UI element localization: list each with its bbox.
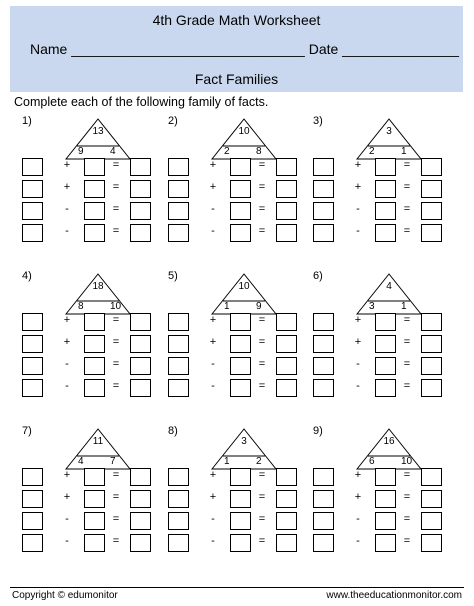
first-operand-box[interactable] xyxy=(22,534,43,552)
operator-sign: - xyxy=(211,225,215,237)
equals-sign: = xyxy=(258,513,266,525)
answer-box[interactable] xyxy=(130,490,151,508)
fact-family-problem xyxy=(313,115,453,245)
answer-box[interactable] xyxy=(276,379,297,397)
equation-row xyxy=(313,335,453,354)
answer-box[interactable] xyxy=(421,158,442,176)
first-operand-box[interactable] xyxy=(313,158,334,176)
equals-sign: = xyxy=(403,314,411,326)
operator-sign: - xyxy=(211,358,215,370)
fact-triangle-icon xyxy=(356,118,422,160)
fact-family-problem xyxy=(313,270,453,400)
first-operand-box[interactable] xyxy=(168,512,189,530)
first-operand-box[interactable] xyxy=(22,158,43,176)
first-operand-box[interactable] xyxy=(22,379,43,397)
equals-sign: = xyxy=(112,159,120,171)
equals-sign: = xyxy=(258,159,266,171)
operator-sign: - xyxy=(65,513,69,525)
second-operand-box[interactable] xyxy=(230,512,251,530)
answer-box[interactable] xyxy=(421,490,442,508)
triangle-top-number: 10 xyxy=(238,281,250,292)
first-operand-box[interactable] xyxy=(22,224,43,242)
equals-sign: = xyxy=(112,469,120,481)
second-operand-box[interactable] xyxy=(375,313,396,331)
operator-sign: + xyxy=(63,336,71,348)
second-operand-box[interactable] xyxy=(84,534,105,552)
triangle-left-number: 1 xyxy=(224,456,230,467)
operator-sign: - xyxy=(211,535,215,547)
answer-box[interactable] xyxy=(276,224,297,242)
equation-row xyxy=(168,158,308,177)
operator-sign: - xyxy=(211,203,215,215)
answer-box[interactable] xyxy=(421,512,442,530)
second-operand-box[interactable] xyxy=(230,534,251,552)
answer-box[interactable] xyxy=(276,335,297,353)
operator-sign: - xyxy=(356,380,360,392)
problem-number: 9) xyxy=(313,425,323,437)
triangle-top-number: 3 xyxy=(386,126,392,137)
triangle-top-number: 18 xyxy=(92,281,104,292)
worksheet-title: 4th Grade Math Worksheet xyxy=(152,12,321,28)
first-operand-box[interactable] xyxy=(22,357,43,375)
equals-sign: = xyxy=(112,203,120,215)
first-operand-box[interactable] xyxy=(168,158,189,176)
operator-sign: + xyxy=(209,314,217,326)
fact-triangle-icon xyxy=(356,273,422,315)
operator-sign: + xyxy=(63,159,71,171)
instructions: Complete each of the following family of facts. xyxy=(14,95,269,109)
second-operand-box[interactable] xyxy=(84,202,105,220)
operator-sign: + xyxy=(354,159,362,171)
answer-box[interactable] xyxy=(130,180,151,198)
triangle-left-number: 2 xyxy=(224,146,230,157)
first-operand-box[interactable] xyxy=(313,534,334,552)
problem-number: 7) xyxy=(22,425,32,437)
equals-sign: = xyxy=(258,535,266,547)
answer-box[interactable] xyxy=(276,512,297,530)
equation-row xyxy=(22,468,162,487)
triangle-left-number: 8 xyxy=(78,301,84,312)
fact-triangle-icon xyxy=(65,118,131,160)
equals-sign: = xyxy=(258,225,266,237)
equals-sign: = xyxy=(112,225,120,237)
fact-triangle-icon xyxy=(65,428,131,470)
equals-sign: = xyxy=(403,203,411,215)
equals-sign: = xyxy=(403,358,411,370)
second-operand-box[interactable] xyxy=(375,490,396,508)
answer-box[interactable] xyxy=(276,158,297,176)
operator-sign: - xyxy=(65,358,69,370)
second-operand-box[interactable] xyxy=(230,468,251,486)
operator-sign: - xyxy=(356,358,360,370)
second-operand-box[interactable] xyxy=(230,202,251,220)
answer-box[interactable] xyxy=(276,202,297,220)
first-operand-box[interactable] xyxy=(168,534,189,552)
operator-sign: + xyxy=(354,469,362,481)
first-operand-box[interactable] xyxy=(168,490,189,508)
second-operand-box[interactable] xyxy=(375,357,396,375)
equation-row xyxy=(22,180,162,199)
triangle-left-number: 6 xyxy=(369,456,375,467)
equation-row xyxy=(168,180,308,199)
second-operand-box[interactable] xyxy=(375,379,396,397)
first-operand-box[interactable] xyxy=(313,335,334,353)
equation-row xyxy=(313,512,453,531)
worksheet-header xyxy=(10,6,463,92)
answer-box[interactable] xyxy=(276,357,297,375)
answer-box[interactable] xyxy=(421,379,442,397)
fact-family-problem xyxy=(168,270,308,400)
second-operand-box[interactable] xyxy=(230,357,251,375)
first-operand-box[interactable] xyxy=(313,490,334,508)
problem-number: 4) xyxy=(22,270,32,282)
equation-row xyxy=(22,379,162,398)
equation-row xyxy=(313,490,453,509)
equation-row xyxy=(22,158,162,177)
second-operand-box[interactable] xyxy=(230,158,251,176)
equation-row xyxy=(168,357,308,376)
triangle-right-number: 1 xyxy=(401,301,407,312)
equation-row xyxy=(168,490,308,509)
second-operand-box[interactable] xyxy=(375,335,396,353)
operator-sign: + xyxy=(354,314,362,326)
second-operand-box[interactable] xyxy=(375,512,396,530)
first-operand-box[interactable] xyxy=(168,202,189,220)
second-operand-box[interactable] xyxy=(375,224,396,242)
equation-row xyxy=(313,357,453,376)
equals-sign: = xyxy=(403,513,411,525)
equals-sign: = xyxy=(258,336,266,348)
name-date-line: Name ______________________________ Date _______________ xyxy=(30,41,459,57)
operator-sign: + xyxy=(209,469,217,481)
equals-sign: = xyxy=(258,181,266,193)
triangle-left-number: 1 xyxy=(224,301,230,312)
second-operand-box[interactable] xyxy=(84,357,105,375)
second-operand-box[interactable] xyxy=(230,224,251,242)
first-operand-box[interactable] xyxy=(313,468,334,486)
first-operand-box[interactable] xyxy=(22,468,43,486)
second-operand-box[interactable] xyxy=(84,180,105,198)
first-operand-box[interactable] xyxy=(22,335,43,353)
equation-row xyxy=(22,534,162,553)
equals-sign: = xyxy=(403,225,411,237)
fact-triangle-icon xyxy=(211,118,277,160)
first-operand-box[interactable] xyxy=(313,224,334,242)
equation-row xyxy=(22,224,162,243)
second-operand-box[interactable] xyxy=(230,180,251,198)
equals-sign: = xyxy=(258,358,266,370)
triangle-left-number: 9 xyxy=(78,146,84,157)
equation-row xyxy=(22,357,162,376)
first-operand-box[interactable] xyxy=(168,335,189,353)
triangle-right-number: 10 xyxy=(110,301,122,312)
first-operand-box[interactable] xyxy=(168,468,189,486)
equation-row xyxy=(168,512,308,531)
equals-sign: = xyxy=(258,314,266,326)
triangle-top-number: 16 xyxy=(383,436,395,447)
first-operand-box[interactable] xyxy=(168,313,189,331)
answer-box[interactable] xyxy=(276,313,297,331)
operator-sign: + xyxy=(354,336,362,348)
equation-row xyxy=(22,202,162,221)
answer-box[interactable] xyxy=(421,202,442,220)
equals-sign: = xyxy=(112,181,120,193)
worksheet-subtitle: Fact Families xyxy=(194,71,279,87)
answer-box[interactable] xyxy=(130,534,151,552)
fact-family-problem xyxy=(168,425,308,555)
answer-box[interactable] xyxy=(130,357,151,375)
equals-sign: = xyxy=(403,380,411,392)
equals-sign: = xyxy=(112,513,120,525)
equals-sign: = xyxy=(403,336,411,348)
equation-row xyxy=(313,180,453,199)
answer-box[interactable] xyxy=(130,379,151,397)
first-operand-box[interactable] xyxy=(22,512,43,530)
second-operand-box[interactable] xyxy=(84,512,105,530)
fact-triangle-icon xyxy=(211,428,277,470)
equals-sign: = xyxy=(403,159,411,171)
triangle-right-number: 1 xyxy=(401,146,407,157)
second-operand-box[interactable] xyxy=(84,335,105,353)
answer-box[interactable] xyxy=(130,158,151,176)
answer-box[interactable] xyxy=(130,468,151,486)
operator-sign: - xyxy=(65,225,69,237)
triangle-left-number: 3 xyxy=(369,301,375,312)
answer-box[interactable] xyxy=(276,534,297,552)
equation-row xyxy=(168,224,308,243)
problem-number: 6) xyxy=(313,270,323,282)
triangle-right-number: 4 xyxy=(110,146,116,157)
second-operand-box[interactable] xyxy=(230,313,251,331)
operator-sign: + xyxy=(63,491,71,503)
second-operand-box[interactable] xyxy=(84,490,105,508)
first-operand-box[interactable] xyxy=(22,313,43,331)
answer-box[interactable] xyxy=(276,490,297,508)
operator-sign: - xyxy=(65,535,69,547)
equals-sign: = xyxy=(112,314,120,326)
equals-sign: = xyxy=(112,336,120,348)
equals-sign: = xyxy=(403,535,411,547)
operator-sign: - xyxy=(356,513,360,525)
equals-sign: = xyxy=(112,380,120,392)
first-operand-box[interactable] xyxy=(168,357,189,375)
answer-box[interactable] xyxy=(421,534,442,552)
equals-sign: = xyxy=(112,358,120,370)
equation-row xyxy=(168,534,308,553)
second-operand-box[interactable] xyxy=(84,313,105,331)
answer-box[interactable] xyxy=(421,313,442,331)
fact-family-problem xyxy=(22,425,162,555)
operator-sign: + xyxy=(354,491,362,503)
first-operand-box[interactable] xyxy=(168,379,189,397)
equals-sign: = xyxy=(403,181,411,193)
fact-family-problem xyxy=(22,115,162,245)
equation-row xyxy=(168,468,308,487)
second-operand-box[interactable] xyxy=(84,379,105,397)
first-operand-box[interactable] xyxy=(313,357,334,375)
operator-sign: + xyxy=(63,469,71,481)
equation-row xyxy=(313,313,453,332)
fact-family-problem xyxy=(313,425,453,555)
answer-box[interactable] xyxy=(276,468,297,486)
second-operand-box[interactable] xyxy=(375,158,396,176)
triangle-top-number: 10 xyxy=(238,126,250,137)
answer-box[interactable] xyxy=(421,224,442,242)
operator-sign: - xyxy=(211,380,215,392)
fact-triangle-icon xyxy=(211,273,277,315)
footer-website: www.theeducationmonitor.com xyxy=(326,590,462,601)
problem-number: 2) xyxy=(168,115,178,127)
equation-row xyxy=(168,313,308,332)
triangle-left-number: 4 xyxy=(78,456,84,467)
equation-row xyxy=(313,534,453,553)
equation-row xyxy=(168,335,308,354)
first-operand-box[interactable] xyxy=(22,180,43,198)
answer-box[interactable] xyxy=(421,180,442,198)
problem-number: 8) xyxy=(168,425,178,437)
second-operand-box[interactable] xyxy=(375,468,396,486)
second-operand-box[interactable] xyxy=(84,468,105,486)
fact-family-problem xyxy=(168,115,308,245)
second-operand-box[interactable] xyxy=(84,158,105,176)
operator-sign: + xyxy=(209,491,217,503)
equation-row xyxy=(313,379,453,398)
operator-sign: - xyxy=(356,203,360,215)
equation-row xyxy=(22,512,162,531)
footer-divider xyxy=(10,587,464,588)
first-operand-box[interactable] xyxy=(22,202,43,220)
answer-box[interactable] xyxy=(130,512,151,530)
operator-sign: - xyxy=(356,225,360,237)
problem-number: 5) xyxy=(168,270,178,282)
second-operand-box[interactable] xyxy=(230,490,251,508)
answer-box[interactable] xyxy=(276,180,297,198)
first-operand-box[interactable] xyxy=(313,202,334,220)
equals-sign: = xyxy=(258,380,266,392)
second-operand-box[interactable] xyxy=(375,534,396,552)
first-operand-box[interactable] xyxy=(313,379,334,397)
answer-box[interactable] xyxy=(130,202,151,220)
equation-row xyxy=(22,490,162,509)
triangle-right-number: 9 xyxy=(256,301,262,312)
triangle-right-number: 10 xyxy=(401,456,413,467)
equals-sign: = xyxy=(403,469,411,481)
answer-box[interactable] xyxy=(130,335,151,353)
equals-sign: = xyxy=(112,535,120,547)
footer-copyright: Copyright © edumonitor xyxy=(12,590,118,601)
equals-sign: = xyxy=(403,491,411,503)
equation-row xyxy=(22,313,162,332)
triangle-right-number: 7 xyxy=(110,456,116,467)
equation-row xyxy=(168,379,308,398)
operator-sign: + xyxy=(63,314,71,326)
equals-sign: = xyxy=(258,491,266,503)
equation-row xyxy=(168,202,308,221)
operator-sign: - xyxy=(211,513,215,525)
first-operand-box[interactable] xyxy=(168,180,189,198)
first-operand-box[interactable] xyxy=(22,490,43,508)
second-operand-box[interactable] xyxy=(230,335,251,353)
operator-sign: + xyxy=(209,159,217,171)
first-operand-box[interactable] xyxy=(313,313,334,331)
triangle-top-number: 13 xyxy=(92,126,104,137)
answer-box[interactable] xyxy=(130,224,151,242)
operator-sign: - xyxy=(65,380,69,392)
equation-row xyxy=(313,224,453,243)
second-operand-box[interactable] xyxy=(230,379,251,397)
first-operand-box[interactable] xyxy=(313,512,334,530)
triangle-top-number: 3 xyxy=(241,436,247,447)
equation-row xyxy=(22,335,162,354)
equation-row xyxy=(313,158,453,177)
operator-sign: + xyxy=(63,181,71,193)
operator-sign: - xyxy=(65,203,69,215)
triangle-top-number: 11 xyxy=(92,436,104,447)
triangle-top-number: 4 xyxy=(386,281,392,292)
second-operand-box[interactable] xyxy=(375,180,396,198)
answer-box[interactable] xyxy=(421,335,442,353)
operator-sign: + xyxy=(354,181,362,193)
first-operand-box[interactable] xyxy=(313,180,334,198)
triangle-left-number: 2 xyxy=(369,146,375,157)
answer-box[interactable] xyxy=(421,468,442,486)
triangle-right-number: 2 xyxy=(256,456,262,467)
first-operand-box[interactable] xyxy=(168,224,189,242)
equals-sign: = xyxy=(112,491,120,503)
equation-row xyxy=(313,202,453,221)
answer-box[interactable] xyxy=(130,313,151,331)
fact-family-problem xyxy=(22,270,162,400)
operator-sign: + xyxy=(209,336,217,348)
second-operand-box[interactable] xyxy=(375,202,396,220)
equals-sign: = xyxy=(258,469,266,481)
triangle-right-number: 8 xyxy=(256,146,262,157)
operator-sign: - xyxy=(356,535,360,547)
problem-number: 1) xyxy=(22,115,32,127)
second-operand-box[interactable] xyxy=(84,224,105,242)
operator-sign: + xyxy=(209,181,217,193)
answer-box[interactable] xyxy=(421,357,442,375)
equation-row xyxy=(313,468,453,487)
equals-sign: = xyxy=(258,203,266,215)
problem-number: 3) xyxy=(313,115,323,127)
